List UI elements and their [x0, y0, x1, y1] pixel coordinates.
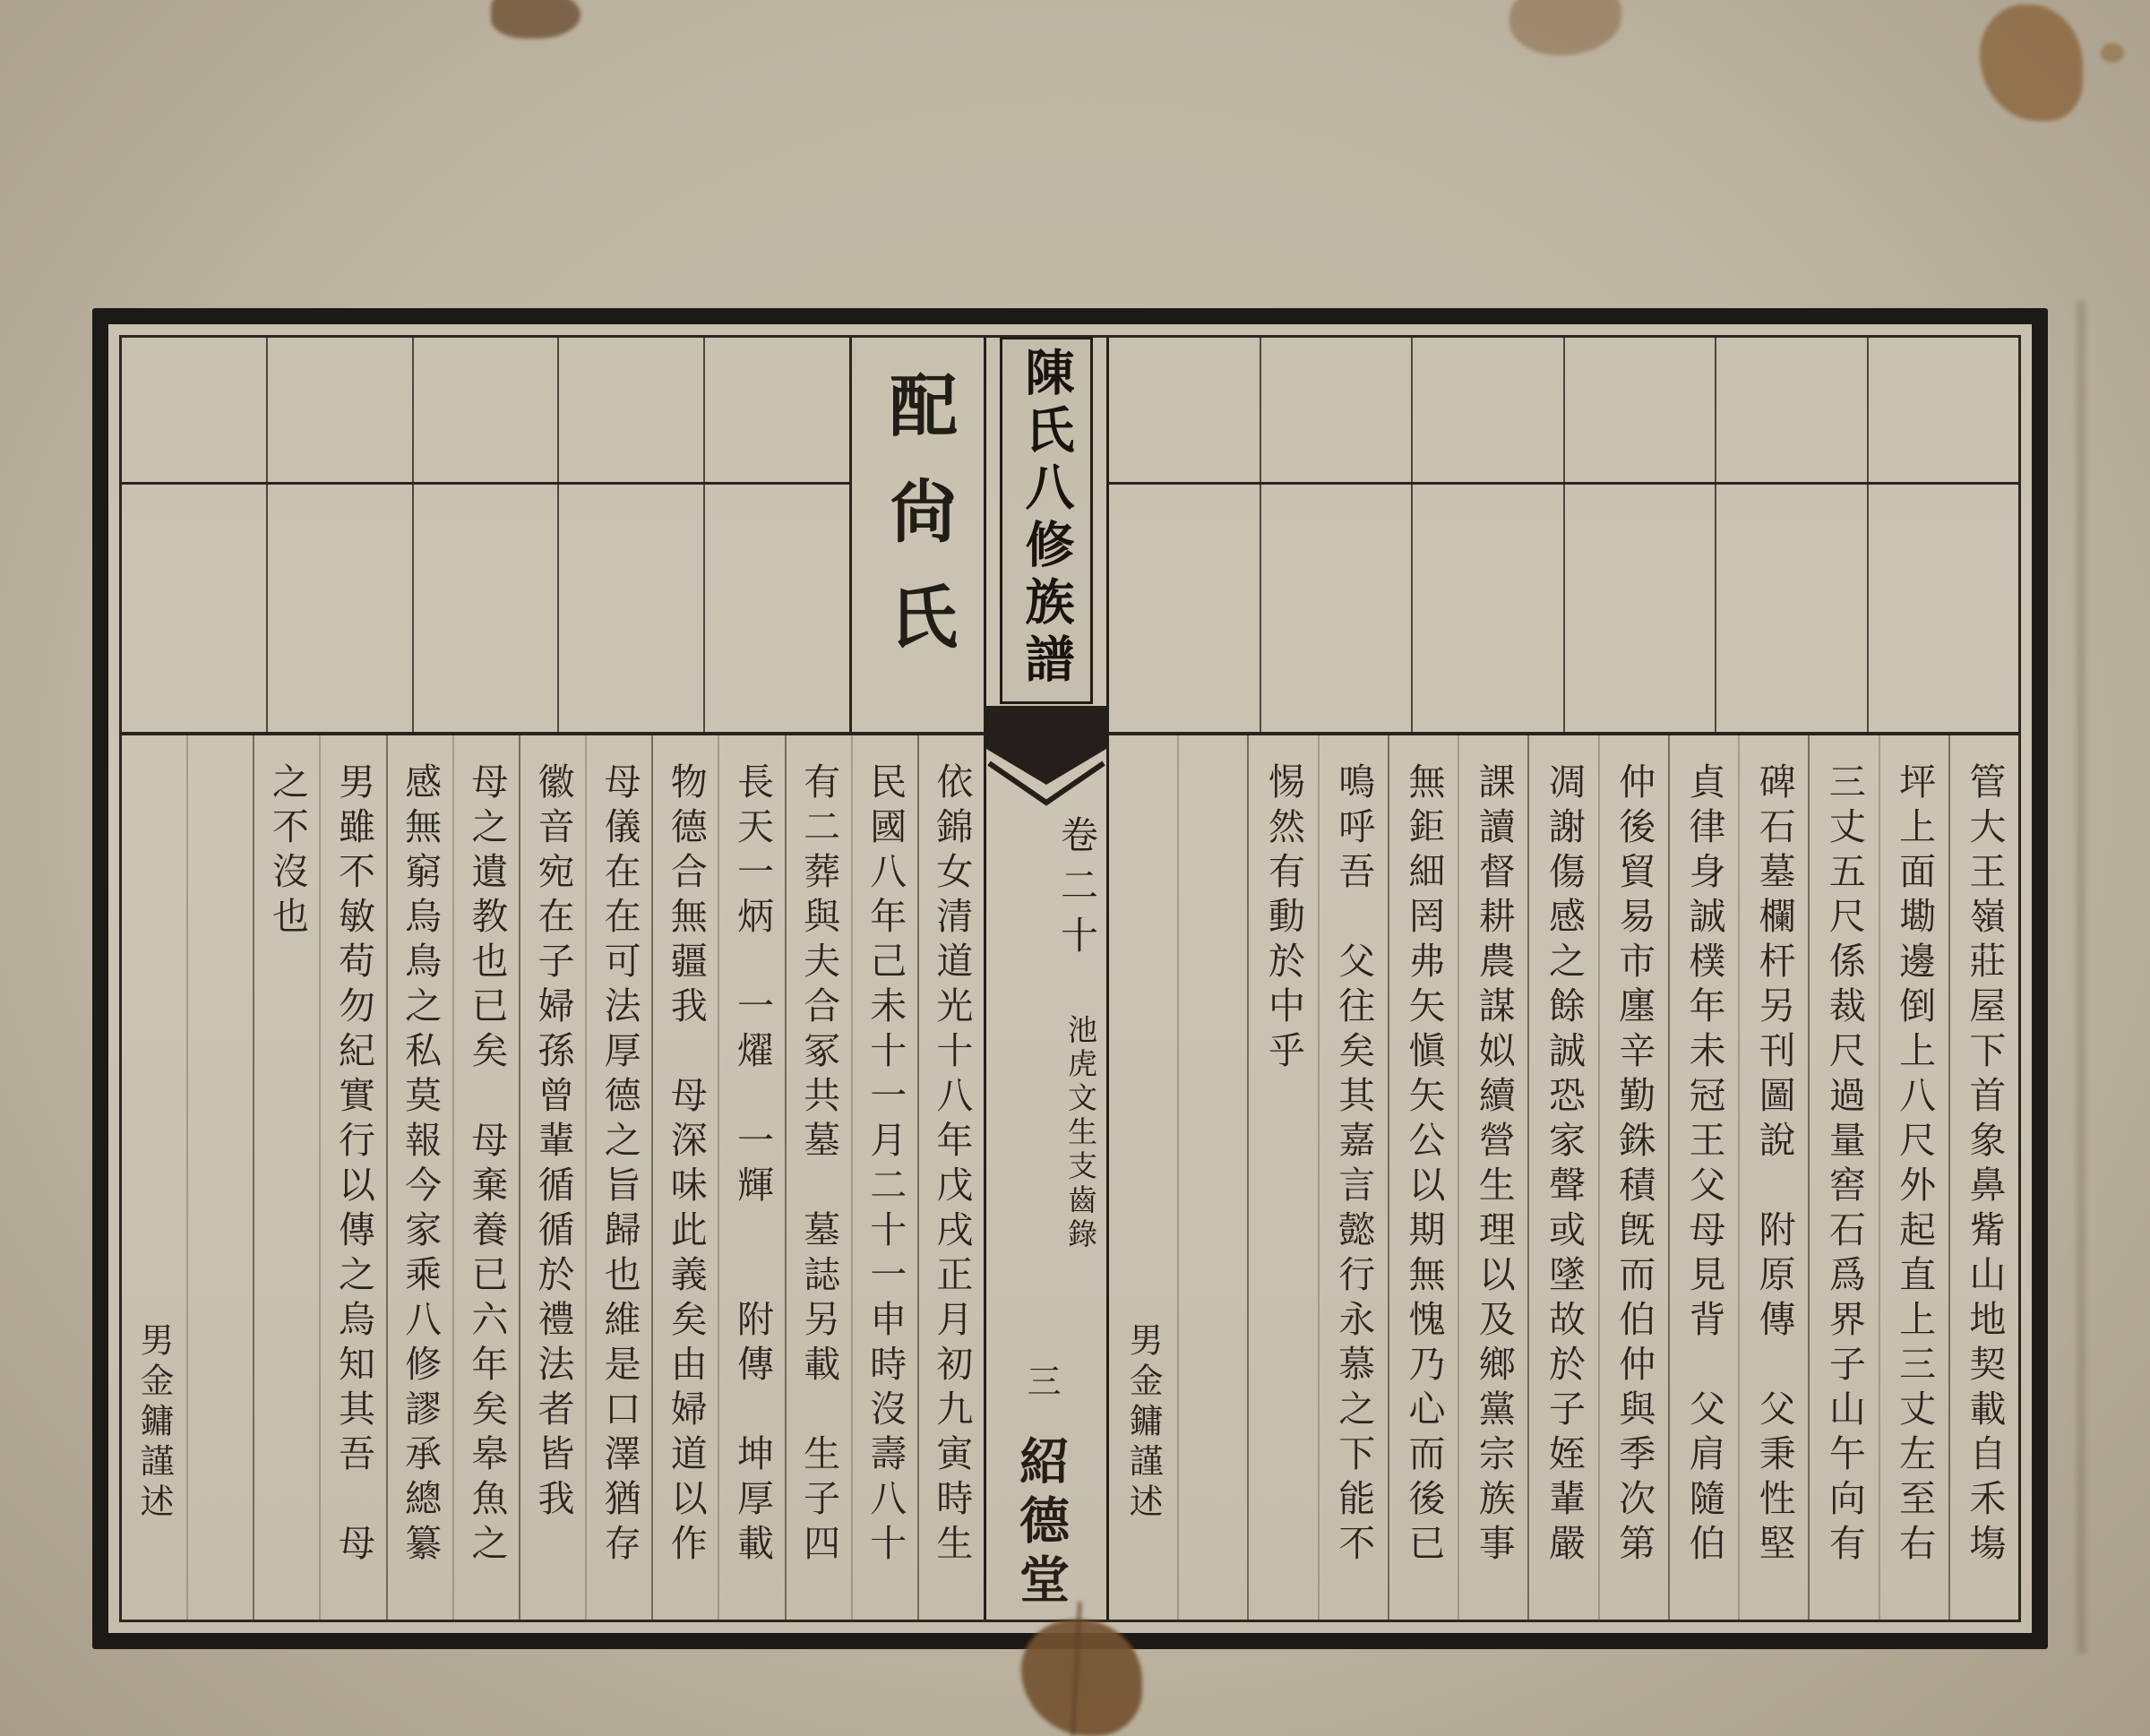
- grid-cell: [1715, 485, 1867, 732]
- stain: [1980, 4, 2083, 121]
- grid-cell: [1260, 485, 1412, 732]
- right-page-text-area: [1109, 735, 2018, 1620]
- grid-cell: [703, 485, 849, 732]
- grid-cell: [1867, 338, 2019, 482]
- text-column: 依錦女清道光十八年戊戌正月初九寅時生: [917, 735, 984, 1620]
- text-column: 感無窮烏鳥之私莫報今家乘八修謬承總纂: [386, 735, 452, 1620]
- header-grid-row: [1109, 485, 2018, 732]
- grid-cell: [1563, 485, 1716, 732]
- text-column-empty: [186, 735, 253, 1620]
- grid-cell: [557, 485, 703, 732]
- page-frame-inner: [119, 335, 2021, 1622]
- paper-edge-shadow: [2077, 301, 2086, 1654]
- text-column: 貞律身誠樸年未冠王父母見背 父肩隨伯: [1668, 735, 1738, 1620]
- text-column: 母之遺教也已矣 母棄養已六年矣皋魚之: [452, 735, 519, 1620]
- page-number: 三: [1021, 1363, 1061, 1397]
- text-column: 凋謝傷感之餘誠恐家聲或墜故於子姪輩嚴: [1527, 735, 1597, 1620]
- right-page: [1109, 338, 2018, 1620]
- center-fold-column: [984, 338, 1109, 1620]
- text-column: 民國八年己未十一月二十一申時沒壽八十: [851, 735, 917, 1620]
- stain: [2101, 43, 2124, 63]
- grid-cell: [1715, 338, 1867, 482]
- text-column: 母儀在在可法厚德之旨歸也維是口澤猶存: [585, 735, 651, 1620]
- text-column: 之不沒也: [253, 735, 319, 1620]
- left-page-header-band: [122, 338, 984, 735]
- header-grid-row: [1109, 338, 2018, 485]
- text-column: 管大王嶺莊屋下首象鼻觜山地契載自禾塲: [1948, 735, 2018, 1620]
- grid-cell: [266, 338, 412, 482]
- signature-column: 男金鏞謹述: [1123, 1322, 1164, 1524]
- right-page-header-band: [1109, 338, 2018, 735]
- header-grid: [122, 338, 849, 732]
- fold-lower-area: [986, 812, 1106, 1620]
- grid-cell: [1411, 485, 1563, 732]
- grid-cell: [1109, 338, 1260, 482]
- left-page: [122, 338, 984, 1620]
- text-column: 仲後貿易市廛辛勤銖積旣而伯仲與季次第: [1598, 735, 1668, 1620]
- text-column: 無鉅細罔弗矢愼矢公以期無愧乃心而後已: [1388, 735, 1458, 1620]
- grid-cell: [703, 338, 849, 482]
- text-column: 三丈五尺係裁尺過量窖石爲界子山午向有: [1808, 735, 1878, 1620]
- header-grid-row: [122, 485, 849, 732]
- text-column: 物德合無疆我 母深味此義矣由婦道以作: [651, 735, 718, 1620]
- grid-cell: [412, 485, 558, 732]
- left-page-text-area: [122, 735, 984, 1620]
- grid-cell: [1109, 485, 1260, 732]
- grid-cell: [412, 338, 558, 482]
- text-column: 男雖不敏苟勿紀實行以傳之烏知其吾 母: [319, 735, 385, 1620]
- fishtail-icon: [986, 704, 1106, 812]
- text-column: 碑石墓欄杆另刊圖說 附原傳 父秉性堅: [1738, 735, 1808, 1620]
- grid-cell: [266, 485, 412, 732]
- text-column: 有二葬與夫合冢共墓 墓誌另載 生子四: [785, 735, 851, 1620]
- spouse-header-cell: [849, 338, 984, 732]
- grid-cell: [122, 338, 266, 482]
- text-column-empty: [1177, 735, 1247, 1620]
- grid-cell: [122, 485, 266, 732]
- hall-name: 紹德堂: [1011, 1435, 1071, 1612]
- text-column: 徽音宛在子婦孫曾輩循循於禮法者皆我: [519, 735, 585, 1620]
- volume-label: 卷二十: [1055, 815, 1099, 966]
- text-column: 課讀督耕農謀姒續營生理以及鄉黨宗族事: [1458, 735, 1527, 1620]
- header-grid: [1109, 338, 2018, 732]
- text-column: 長天一炳 一燿 一輝 附傳 坤厚載: [718, 735, 784, 1620]
- grid-cell: [1563, 338, 1716, 482]
- text-column: 坪上面墈邊倒上八尺外起直上三丈左至右: [1879, 735, 1948, 1620]
- spouse-header: 配尙氏: [878, 370, 959, 687]
- grid-cell: [1867, 485, 2019, 732]
- text-column: 惕然有動於中乎: [1247, 735, 1317, 1620]
- grid-cell: [1260, 338, 1412, 482]
- fold-bottom-group: [1011, 1363, 1071, 1620]
- page-frame: [92, 308, 2048, 1649]
- grid-cell: [557, 338, 703, 482]
- section-label: 池虎文生支齒錄: [1063, 1014, 1098, 1252]
- text-column: 鳴呼吾 父往矣其嘉言懿行永慕之下能不: [1318, 735, 1388, 1620]
- signature-column: 男金鏞謹述: [134, 1322, 175, 1524]
- book-title: 陳氏八修族譜: [1017, 347, 1076, 691]
- fold-title-box: [1000, 337, 1093, 704]
- stain: [491, 0, 580, 39]
- header-grid-row: [122, 338, 849, 485]
- stain: [1509, 0, 1621, 56]
- grid-cell: [1411, 338, 1563, 482]
